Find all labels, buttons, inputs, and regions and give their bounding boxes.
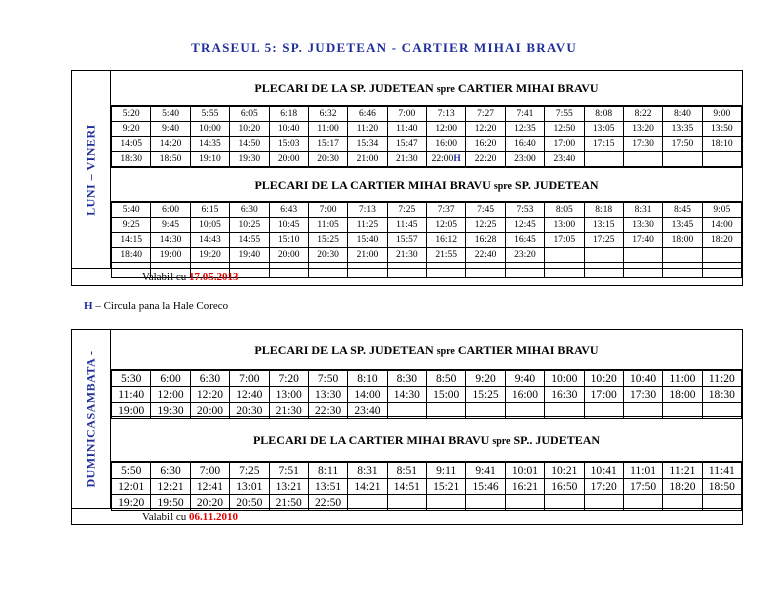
- weekday-out-time-cell: 5:55: [190, 107, 229, 122]
- weekday-out-time-cell: 7:27: [466, 107, 505, 122]
- weekday-back-time-cell: [269, 263, 308, 278]
- weekday-back-time-cell: [348, 263, 387, 278]
- weekday-back-time-cell: 11:05: [308, 218, 347, 233]
- weekday-back-time-cell: 21:30: [387, 248, 426, 263]
- weekend-out-table: [111, 370, 742, 419]
- weekday-back-time-cell: [702, 263, 741, 278]
- weekday-out-time-cell: 8:08: [584, 107, 623, 122]
- weekday-back-time-cell: 8:05: [545, 203, 584, 218]
- weekday-out-time-cell: 14:50: [230, 137, 269, 152]
- weekday-back-time-cell: [584, 263, 623, 278]
- weekend-back-time-cell: 8:11: [308, 463, 347, 479]
- weekend-back-time-cell: 19:50: [151, 495, 190, 511]
- weekend-out-row: [112, 387, 742, 403]
- weekday-out-time-cell: 7:55: [545, 107, 584, 122]
- weekday-out-time-cell: 11:20: [348, 122, 387, 137]
- weekday-back-time-cell: 17:40: [623, 233, 662, 248]
- weekend-back-time-cell: 12:21: [151, 479, 190, 495]
- weekend-out-time-cell: 15:25: [466, 387, 505, 403]
- weekday-out-row: [112, 107, 742, 122]
- weekday-out-time-cell: 15:47: [387, 137, 426, 152]
- weekend-back-time-cell: 20:20: [190, 495, 229, 511]
- weekend-out-time-cell: 17:30: [623, 387, 662, 403]
- weekday-back-time-cell: 10:45: [269, 218, 308, 233]
- weekend-side-text: DUMINICASAMBATA -: [83, 350, 98, 488]
- weekend-back-time-cell: 5:50: [112, 463, 151, 479]
- weekday-out-time-cell: 12:20: [466, 122, 505, 137]
- weekend-out-time-cell: 21:30: [269, 403, 308, 419]
- weekend-out-time-cell: 23:40: [348, 403, 387, 419]
- weekday-back-time-cell: 7:45: [466, 203, 505, 218]
- weekend-back-time-cell: 6:30: [151, 463, 190, 479]
- weekday-out-time-cell: 22:00H: [427, 152, 466, 167]
- weekday-back-time-cell: 18:40: [112, 248, 151, 263]
- weekday-back-time-cell: 7:00: [308, 203, 347, 218]
- weekday-back-header: PLECARI DE LA CARTIER MIHAI BRAVU spre SP. JUDETEAN: [111, 167, 742, 202]
- weekday-validity: Valabil cu 17.05.2013: [142, 271, 239, 283]
- weekday-back-time-cell: 5:40: [112, 203, 151, 218]
- weekday-back-time-cell: 9:05: [702, 203, 741, 218]
- weekday-back-time-cell: 15:40: [348, 233, 387, 248]
- weekday-back-time-cell: 11:45: [387, 218, 426, 233]
- weekday-out-time-cell: 21:30: [387, 152, 426, 167]
- weekday-out-time-cell: 21:00: [348, 152, 387, 167]
- weekend-out-time-cell: 12:40: [230, 387, 269, 403]
- weekend-out-time-cell: 10:00: [545, 371, 584, 387]
- weekend-out-time-cell: 11:00: [663, 371, 702, 387]
- weekend-out-time-cell: 22:30: [308, 403, 347, 419]
- weekend-out-time-cell: 20:30: [230, 403, 269, 419]
- weekend-back-time-cell: 22:50: [308, 495, 347, 511]
- weekend-back-time-cell: 10:41: [584, 463, 623, 479]
- weekday-out-time-cell: 6:46: [348, 107, 387, 122]
- weekday-back-time-cell: 12:25: [466, 218, 505, 233]
- weekday-back-time-cell: 6:30: [230, 203, 269, 218]
- weekday-back-time-cell: 22:40: [466, 248, 505, 263]
- weekday-back-time-cell: [387, 263, 426, 278]
- weekend-out-time-cell: 7:20: [269, 371, 308, 387]
- weekend-out-time-cell: 18:30: [702, 387, 741, 403]
- weekend-out-time-cell: 16:30: [545, 387, 584, 403]
- weekday-out-time-cell: 14:05: [112, 137, 151, 152]
- weekday-back-time-cell: 6:43: [269, 203, 308, 218]
- weekend-back-time-cell: 10:21: [545, 463, 584, 479]
- weekday-back-time-cell: 13:30: [623, 218, 662, 233]
- weekday-back-table: [111, 202, 742, 278]
- weekday-out-time-cell: 6:18: [269, 107, 308, 122]
- weekday-back-time-cell: 17:05: [545, 233, 584, 248]
- weekday-out-time-cell: 18:10: [702, 137, 741, 152]
- weekend-back-time-cell: 11:01: [623, 463, 662, 479]
- weekend-out-time-cell: 11:40: [112, 387, 151, 403]
- weekend-back-time-cell: 12:41: [190, 479, 229, 495]
- weekend-back-time-cell: 11:41: [702, 463, 741, 479]
- weekday-out-time-cell: [623, 152, 662, 167]
- weekday-out-time-cell: 13:20: [623, 122, 662, 137]
- weekday-back-time-cell: 8:45: [663, 203, 702, 218]
- weekday-out-time-cell: 17:15: [584, 137, 623, 152]
- weekday-back-row: [112, 203, 742, 218]
- weekday-back-time-cell: [505, 263, 544, 278]
- weekend-out-time-cell: 19:00: [112, 403, 151, 419]
- weekday-out-time-cell: 13:05: [584, 122, 623, 137]
- weekday-out-time-cell: 18:30: [112, 152, 151, 167]
- weekday-back-time-cell: [623, 263, 662, 278]
- weekday-back-time-cell: 19:40: [230, 248, 269, 263]
- weekday-out-time-cell: 9:40: [151, 122, 190, 137]
- weekend-out-time-cell: 14:30: [387, 387, 426, 403]
- weekend-out-time-cell: 14:00: [348, 387, 387, 403]
- weekend-back-time-cell: 7:51: [269, 463, 308, 479]
- weekday-back-time-cell: 13:45: [663, 218, 702, 233]
- weekend-out-time-cell: 9:40: [505, 371, 544, 387]
- weekday-back-time-cell: 14:15: [112, 233, 151, 248]
- weekday-back-time-cell: 21:00: [348, 248, 387, 263]
- weekend-back-time-cell: 11:21: [663, 463, 702, 479]
- weekday-back-time-cell: 20:30: [308, 248, 347, 263]
- weekday-out-time-cell: 7:13: [427, 107, 466, 122]
- weekend-back-time-cell: 7:25: [230, 463, 269, 479]
- weekend-out-time-cell: 12:00: [151, 387, 190, 403]
- weekend-back-time-cell: 15:21: [427, 479, 466, 495]
- weekend-back-time-cell: 9:41: [466, 463, 505, 479]
- weekday-back-time-cell: 13:15: [584, 218, 623, 233]
- weekend-back-time-cell: 15:46: [466, 479, 505, 495]
- weekend-out-time-cell: 10:20: [584, 371, 623, 387]
- weekday-back-time-cell: 14:00: [702, 218, 741, 233]
- weekday-back-time-cell: 18:00: [663, 233, 702, 248]
- weekday-out-time-cell: 6:05: [230, 107, 269, 122]
- weekend-out-time-cell: 15:00: [427, 387, 466, 403]
- weekday-back-time-cell: 14:55: [230, 233, 269, 248]
- weekend-back-time-cell: 16:21: [505, 479, 544, 495]
- weekend-schedule: [71, 329, 743, 525]
- weekday-out-header: PLECARI DE LA SP. JUDETEAN spre CARTIER MIHAI BRAVU: [111, 71, 742, 106]
- weekend-out-time-cell: 13:30: [308, 387, 347, 403]
- page-title: TRASEUL 5: SP. JUDETEAN - CARTIER MIHAI BRAVU: [191, 40, 577, 55]
- weekday-out-time-cell: 20:30: [308, 152, 347, 167]
- weekday-out-time-cell: 12:35: [505, 122, 544, 137]
- weekend-out-time-cell: 8:10: [348, 371, 387, 387]
- weekday-back-time-cell: 16:28: [466, 233, 505, 248]
- weekday-back-time-cell: 6:00: [151, 203, 190, 218]
- weekend-back-time-cell: 9:11: [427, 463, 466, 479]
- weekend-side-label: [72, 330, 111, 508]
- weekday-out-time-cell: [702, 152, 741, 167]
- weekday-out-time-cell: 13:35: [663, 122, 702, 137]
- weekend-back-time-cell: 21:50: [269, 495, 308, 511]
- weekday-back-time-cell: 18:20: [702, 233, 741, 248]
- weekday-back-time-cell: [584, 248, 623, 263]
- weekday-back-time-cell: 15:10: [269, 233, 308, 248]
- weekend-out-time-cell: 7:00: [230, 371, 269, 387]
- weekday-out-time-cell: 15:03: [269, 137, 308, 152]
- weekend-back-time-cell: 17:20: [584, 479, 623, 495]
- weekday-out-time-cell: 16:20: [466, 137, 505, 152]
- weekday-out-time-cell: 8:40: [663, 107, 702, 122]
- weekday-out-time-cell: 22:20: [466, 152, 505, 167]
- weekend-back-time-cell: 12:01: [112, 479, 151, 495]
- weekend-back-time-cell: 20:50: [230, 495, 269, 511]
- weekday-back-time-cell: 14:30: [151, 233, 190, 248]
- weekday-out-time-cell: 10:20: [230, 122, 269, 137]
- weekday-back-time-cell: 23:20: [505, 248, 544, 263]
- weekday-back-time-cell: [702, 248, 741, 263]
- weekend-back-time-cell: 13:01: [230, 479, 269, 495]
- weekend-validity: Valabil cu 06.11.2010: [142, 511, 238, 523]
- weekday-out-time-cell: 16:00: [427, 137, 466, 152]
- weekday-side-label: [72, 71, 111, 269]
- weekend-out-time-cell: 7:50: [308, 371, 347, 387]
- weekend-out-time-cell: 12:20: [190, 387, 229, 403]
- weekend-back-time-cell: 7:00: [190, 463, 229, 479]
- weekday-out-time-cell: 7:41: [505, 107, 544, 122]
- weekday-out-time-cell: 12:50: [545, 122, 584, 137]
- weekday-back-time-cell: 19:00: [151, 248, 190, 263]
- weekday-out-time-cell: 17:00: [545, 137, 584, 152]
- weekday-back-time-cell: [427, 263, 466, 278]
- weekday-back-time-cell: 13:00: [545, 218, 584, 233]
- weekday-out-time-cell: 9:00: [702, 107, 741, 122]
- weekend-out-header: PLECARI DE LA SP. JUDETEAN spre CARTIER MIHAI BRAVU: [111, 330, 742, 370]
- weekday-out-time-cell: 16:40: [505, 137, 544, 152]
- weekday-out-time-cell: 11:00: [308, 122, 347, 137]
- weekend-out-time-cell: 11:20: [702, 371, 741, 387]
- weekday-back-row: [112, 233, 742, 248]
- weekday-back-row: [112, 248, 742, 263]
- weekday-back-time-cell: 20:00: [269, 248, 308, 263]
- weekend-back-time-cell: 18:20: [663, 479, 702, 495]
- weekend-back-row: [112, 479, 742, 495]
- weekend-out-time-cell: 8:50: [427, 371, 466, 387]
- weekday-back-time-cell: 14:43: [190, 233, 229, 248]
- weekday-valid-date: 17.05.2013: [189, 271, 239, 283]
- weekday-out-row: [112, 122, 742, 137]
- weekday-back-time-cell: 8:18: [584, 203, 623, 218]
- weekend-out-time-cell: 8:30: [387, 371, 426, 387]
- weekday-out-time-cell: [663, 152, 702, 167]
- weekend-back-time-cell: 14:51: [387, 479, 426, 495]
- weekend-out-time-cell: 16:00: [505, 387, 544, 403]
- weekday-back-time-cell: 8:31: [623, 203, 662, 218]
- weekday-back-time-cell: 7:53: [505, 203, 544, 218]
- weekday-back-time-cell: [466, 263, 505, 278]
- weekday-back-time-cell: 12:05: [427, 218, 466, 233]
- weekday-out-time-cell: 5:40: [151, 107, 190, 122]
- weekend-out-time-cell: 20:00: [190, 403, 229, 419]
- weekday-back-time-cell: 6:15: [190, 203, 229, 218]
- weekday-back-time-cell: 7:37: [427, 203, 466, 218]
- weekday-back-time-cell: 15:25: [308, 233, 347, 248]
- weekday-out-time-cell: 17:50: [663, 137, 702, 152]
- weekday-back-time-cell: 9:25: [112, 218, 151, 233]
- weekday-out-time-cell: 19:30: [230, 152, 269, 167]
- weekend-out-time-cell: 19:30: [151, 403, 190, 419]
- h-legend-note: H – Circula pana la Hale Coreco: [84, 300, 229, 312]
- weekend-back-time-cell: 13:21: [269, 479, 308, 495]
- weekday-out-time-cell: 15:17: [308, 137, 347, 152]
- weekday-back-time-cell: [663, 263, 702, 278]
- weekend-back-time-cell: 13:51: [308, 479, 347, 495]
- weekday-out-time-cell: 7:00: [387, 107, 426, 122]
- weekend-back-time-cell: 18:50: [702, 479, 741, 495]
- weekend-out-time-cell: 17:00: [584, 387, 623, 403]
- weekday-back-time-cell: 16:12: [427, 233, 466, 248]
- weekend-out-time-cell: 10:40: [623, 371, 662, 387]
- weekend-out-time-cell: 6:30: [190, 371, 229, 387]
- weekday-back-time-cell: 10:05: [190, 218, 229, 233]
- weekend-back-row: [112, 463, 742, 479]
- weekend-out-time-cell: 5:30: [112, 371, 151, 387]
- weekday-schedule: [71, 70, 743, 286]
- weekday-out-time-cell: 19:10: [190, 152, 229, 167]
- weekday-back-time-cell: [545, 248, 584, 263]
- weekday-out-time-cell: 23:40: [545, 152, 584, 167]
- weekday-out-time-cell: 11:40: [387, 122, 426, 137]
- weekend-out-time-cell: 18:00: [663, 387, 702, 403]
- weekday-out-time-cell: 10:40: [269, 122, 308, 137]
- weekend-out-time-cell: 9:20: [466, 371, 505, 387]
- weekday-back-time-cell: 7:25: [387, 203, 426, 218]
- weekend-back-time-cell: 16:50: [545, 479, 584, 495]
- weekday-back-time-cell: 21:55: [427, 248, 466, 263]
- weekday-back-time-cell: 19:20: [190, 248, 229, 263]
- weekday-out-time-cell: 8:22: [623, 107, 662, 122]
- weekday-out-time-cell: 23:00: [505, 152, 544, 167]
- weekend-back-time-cell: 10:01: [505, 463, 544, 479]
- weekday-out-time-cell: 5:20: [112, 107, 151, 122]
- weekday-back-time-cell: [308, 263, 347, 278]
- weekday-out-time-cell: 18:50: [151, 152, 190, 167]
- weekday-back-time-cell: 15:57: [387, 233, 426, 248]
- weekday-back-time-cell: 12:45: [505, 218, 544, 233]
- weekend-back-header: PLECARI DE LA CARTIER MIHAI BRAVU spre SP.. JUDETEAN: [111, 416, 742, 462]
- weekend-out-row: [112, 371, 742, 387]
- weekday-out-time-cell: 12:00: [427, 122, 466, 137]
- weekend-back-time-cell: 8:31: [348, 463, 387, 479]
- weekend-back-table: [111, 462, 742, 511]
- weekday-out-time-cell: [584, 152, 623, 167]
- weekend-back-time-cell: 19:20: [112, 495, 151, 511]
- weekday-out-row: [112, 137, 742, 152]
- weekday-out-time-cell: 14:35: [190, 137, 229, 152]
- weekday-out-time-cell: 14:20: [151, 137, 190, 152]
- weekday-back-time-cell: [623, 248, 662, 263]
- weekday-back-time-cell: 10:25: [230, 218, 269, 233]
- weekday-out-row: [112, 152, 742, 167]
- weekday-back-time-cell: 16:45: [505, 233, 544, 248]
- weekday-back-time-cell: [663, 248, 702, 263]
- weekend-back-time-cell: 8:51: [387, 463, 426, 479]
- weekend-back-time-cell: 17:50: [623, 479, 662, 495]
- weekday-out-time-cell: 15:34: [348, 137, 387, 152]
- weekday-side-text: LUNI – VINERI: [83, 124, 98, 216]
- hale-coreco-marker: H: [453, 153, 461, 164]
- weekday-out-table: [111, 106, 742, 167]
- weekday-out-time-cell: 10:00: [190, 122, 229, 137]
- weekend-out-time-cell: 6:00: [151, 371, 190, 387]
- weekday-back-row: [112, 218, 742, 233]
- weekday-back-time-cell: [545, 263, 584, 278]
- weekend-valid-date: 06.11.2010: [189, 511, 238, 523]
- weekday-back-time-cell: 11:25: [348, 218, 387, 233]
- weekday-back-time-cell: 7:13: [348, 203, 387, 218]
- weekday-out-time-cell: 6:32: [308, 107, 347, 122]
- weekday-out-time-cell: 20:00: [269, 152, 308, 167]
- weekend-back-time-cell: 14:21: [348, 479, 387, 495]
- weekday-back-time-cell: 17:25: [584, 233, 623, 248]
- weekday-out-time-cell: 9:20: [112, 122, 151, 137]
- weekday-back-time-cell: 9:45: [151, 218, 190, 233]
- weekday-out-time-cell: 17:30: [623, 137, 662, 152]
- weekend-out-time-cell: 13:00: [269, 387, 308, 403]
- weekday-out-time-cell: 13:50: [702, 122, 741, 137]
